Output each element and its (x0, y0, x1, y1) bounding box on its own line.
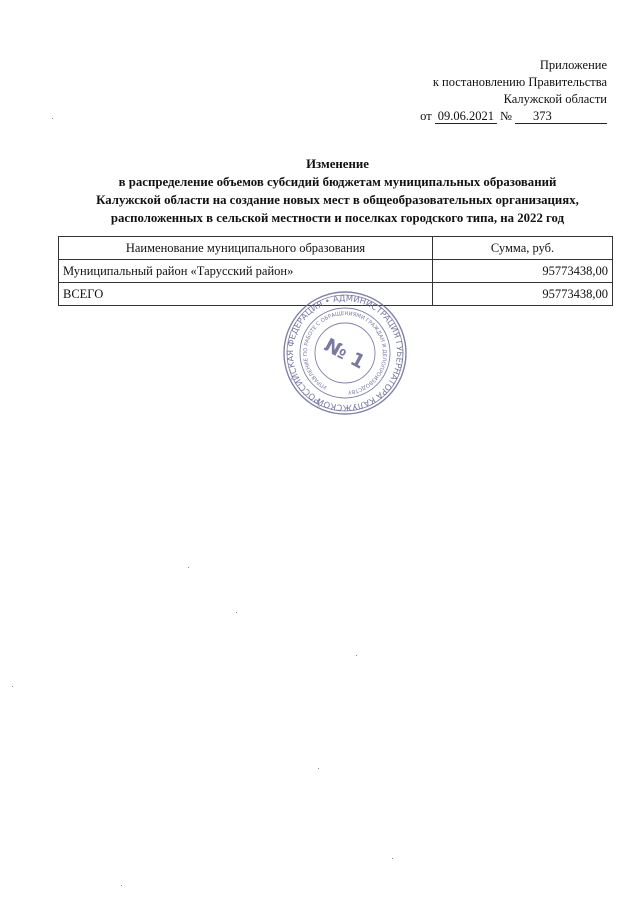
table-row (59, 260, 613, 283)
appendix-resolution: к постановлению Правительства (432, 75, 607, 89)
title-line-1: Изменение (306, 157, 369, 171)
header-municipality: Наименование муниципального образования (59, 237, 433, 260)
title-line-4: расположенных в сельской местности и поселках городского типа, на 2022 год (110, 211, 565, 225)
appendix-region: Калужской области (503, 92, 607, 106)
stamp-number: № 1 (320, 334, 369, 374)
appendix-label: Приложение (539, 58, 607, 72)
table-header-row (59, 237, 613, 260)
resolution-date: 09.06.2021 (435, 109, 497, 124)
number-sign: № (499, 109, 512, 123)
appendix-block (387, 57, 607, 125)
resolution-number: 373 (515, 109, 607, 124)
total-sum: 95773438,00 (433, 283, 613, 306)
row-sum: 95773438,00 (433, 260, 613, 283)
scan-speck (121, 885, 122, 886)
scan-speck (318, 768, 319, 769)
header-sum: Сумма, руб. (433, 237, 613, 260)
title-line-2: в распределение объемов субсидий бюджетам муниципальных образований (118, 175, 557, 189)
appendix-date-line (387, 108, 607, 125)
stamp-outer-text: РОССИЙСКАЯ ФЕДЕРАЦИЯ • АДМИНИСТРАЦИЯ ГУБЕРНАТОРА КАЛУЖСКОЙ (284, 292, 406, 414)
scan-speck (236, 612, 237, 613)
document-title (60, 155, 615, 227)
scan-speck (12, 686, 13, 687)
official-stamp (282, 290, 408, 416)
stamp-inner-text: УПРАВЛЕНИЕ ПО РАБОТЕ С ОБРАЩЕНИЯМИ ГРАЖДАН И ДЕЛОПРОИЗВОДСТВУ (302, 310, 388, 395)
from-label: от (420, 109, 432, 123)
scan-speck (188, 567, 189, 568)
scan-speck (356, 655, 357, 656)
scan-speck (392, 858, 393, 859)
stamp-seal-icon (282, 290, 408, 416)
total-label: ВСЕГО (59, 283, 433, 306)
row-municipality: Муниципальный район «Тарусский район» (59, 260, 433, 283)
scan-speck (52, 118, 53, 119)
title-line-3: Калужской области на создание новых мест в общеобразовательных организациях, (96, 193, 579, 207)
